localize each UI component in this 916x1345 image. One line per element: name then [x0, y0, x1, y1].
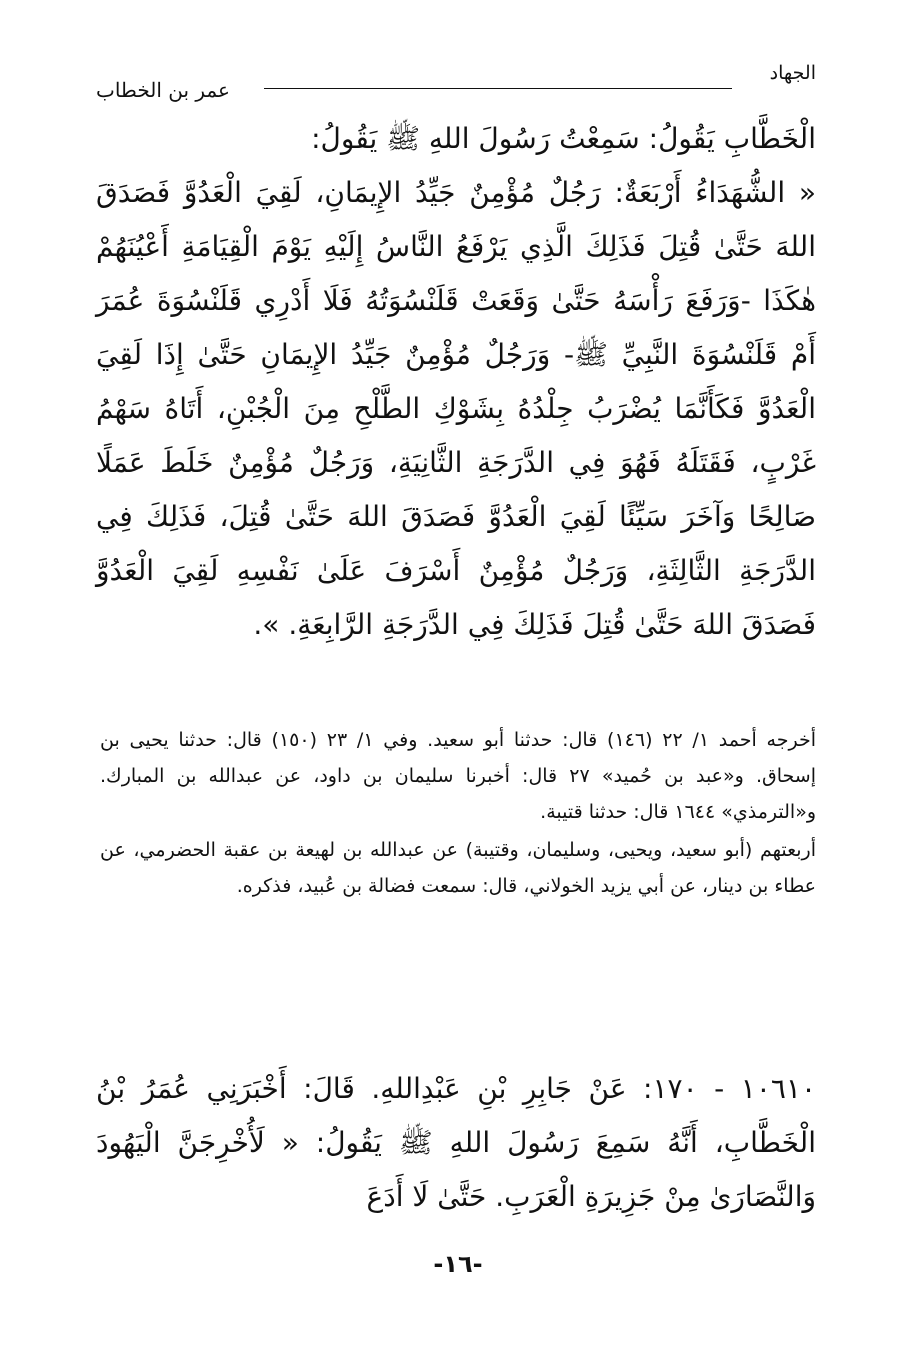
next-hadith	[96, 1062, 816, 1224]
hadith-body	[96, 166, 816, 652]
footnote-paragraph-1: أخرجه أحمد ١/ ٢٢ (١٤٦) قال: حدثنا أبو سعيد. وفي ١/ ٢٣ (١٥٠) قال: حدثنا يحيى بن إسحاق. و«عبد بن حُميد» ٢٧ قال: أخبرنا سليمان بن داود، عن عبدالله بن المبارك. و«الترمذي» ١٦٤٤ قال: حدثنا قتيبة.	[100, 729, 816, 823]
header-rule	[264, 88, 732, 89]
header-section-title: الجهاد	[769, 62, 816, 84]
takhrij-footnote	[100, 722, 816, 904]
intro-text: الْخَطَّابِ يَقُولُ: سَمِعْتُ رَسُولَ اللهِ ﷺ يَقُولُ:	[311, 122, 816, 155]
page-number: -١٦-	[433, 1250, 483, 1278]
running-header	[96, 62, 816, 106]
hadith-text: « الشُّهَدَاءُ أَرْبَعَةٌ: رَجُلٌ مُؤْمِنٌ جَيِّدُ الإِيمَانِ، لَقِيَ الْعَدُوَّ فَصَدَقَ اللهَ حَتَّىٰ قُتِلَ فَذَلِكَ الَّذِي يَرْفَعُ النَّاسُ إِلَيْهِ يَوْمَ الْقِيَامَةِ أَعْيُنَهُمْ هٰكَذَا -وَرَفَعَ رَأْسَهُ حَتَّىٰ وَقَعَتْ قَلَنْسُوَتُهُ فَلَا أَدْرِي قَلَنْسُوَةَ عُمَرَ أَمْ قَلَنْسُوَةَ النَّبِيِّ ﷺ- وَرَجُلٌ مُؤْمِنٌ جَيِّدُ الإِيمَانِ حَتَّىٰ إِذَا لَقِيَ الْعَدُوَّ فَكَأَنَّمَا يُضْرَبُ جِلْدُهُ بِشَوْكِ الطَّلْحِ مِنَ الْجُبْنِ، أَتَاهُ سَهْمُ غَرْبٍ، فَقَتَلَهُ فَهُوَ فِي الدَّرَجَةِ الثَّانِيَةِ، وَرَجُلٌ مُؤْمِنٌ خَلَطَ عَمَلًا صَالِحًا وَآخَرَ سَيِّئًا لَقِيَ الْعَدُوَّ فَصَدَقَ اللهَ حَتَّىٰ قُتِلَ، فَذَلِكَ فِي الدَّرَجَةِ الثَّالِثَةِ، وَرَجُلٌ مُؤْمِنٌ أَسْرَفَ عَلَىٰ نَفْسِهِ لَقِيَ الْعَدُوَّ فَصَدَقَ اللهَ حَتَّىٰ قُتِلَ فَذَلِكَ فِي الدَّرَجَةِ الرَّابِعَةِ. ».	[96, 176, 816, 641]
header-topic-title: عمر بن الخطاب	[96, 78, 230, 102]
footnote-paragraph-2: أربعتهم (أبو سعيد، ويحيى، وسليمان، وقتيبة) عن عبدالله بن لهيعة بن عقبة الحضرمي، عن عطاء بن دينار، عن أبي يزيد الخولاني، قال: سمعت فضالة بن عُبيد، فذكره.	[100, 839, 816, 897]
hadith-intro-line	[96, 112, 816, 166]
next-hadith-text: ١٠٦١٠ - ١٧٠: عَنْ جَابِرِ بْنِ عَبْدِاللهِ. قَالَ: أَخْبَرَنِي عُمَرُ بْنُ الْخَطَّابِ، أَنَّهُ سَمِعَ رَسُولَ اللهِ ﷺ يَقُولُ: « لَأُخْرِجَنَّ الْيَهُودَ وَالنَّصَارَىٰ مِنْ جَزِيرَةِ الْعَرَبِ. حَتَّىٰ لَا أَدَعَ	[96, 1072, 816, 1213]
